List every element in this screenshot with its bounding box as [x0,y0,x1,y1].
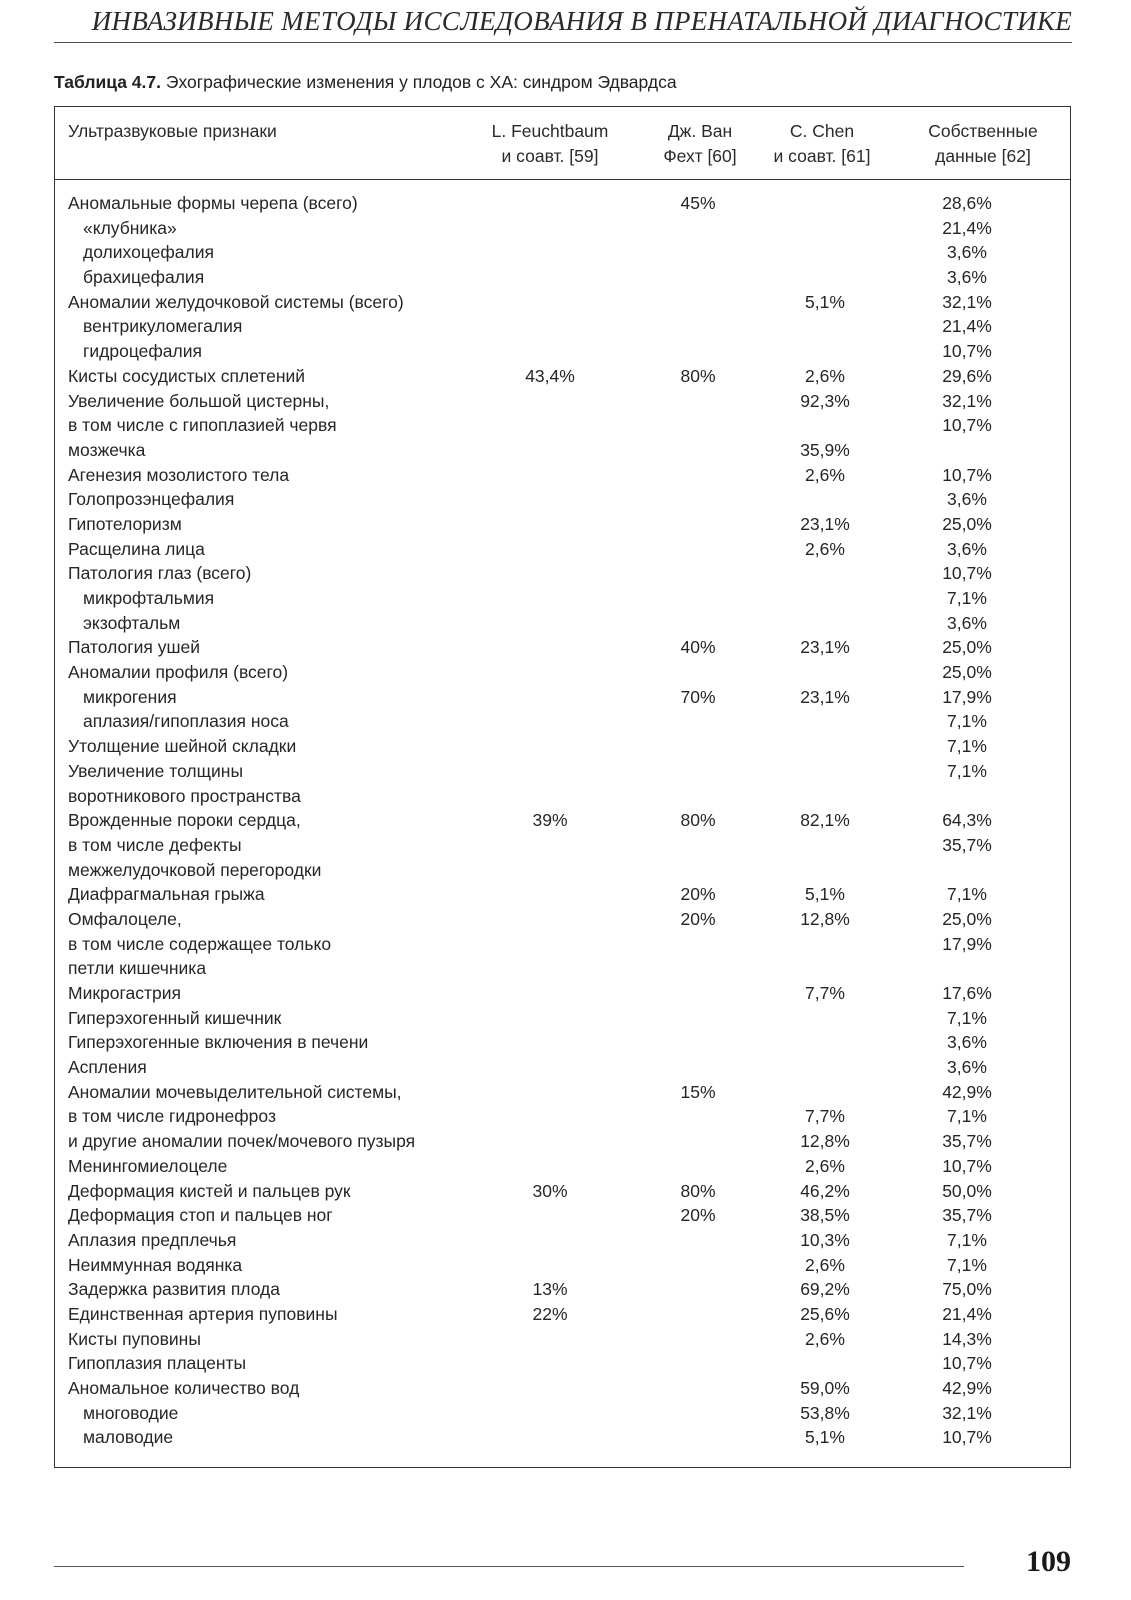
table-row [55,858,1070,883]
cell-own-data: 25,0% [942,637,992,658]
cell-chen: 92,3% [800,390,850,411]
table-row [55,611,1070,636]
page-number: 109 [1026,1545,1071,1578]
table-row [55,685,1070,710]
row-label: вентрикуломегалия [83,316,243,337]
table-caption-text: Эхографические изменения у плодов с ХА: синдром Эдвардса [161,72,677,92]
table-row [55,1203,1070,1228]
cell-own-data: 25,0% [942,662,992,683]
row-label: Расщелина лица [68,538,205,559]
cell-chen: 12,8% [800,1131,850,1152]
row-label: Микрогастрия [68,983,181,1003]
cell-own-data: 7,1% [947,1007,987,1028]
cell-van-fekht: 20% [680,1205,716,1226]
column-header-sign: Ультразвуковые признаки [68,121,277,141]
row-label: Патология глаз (всего) [68,563,252,584]
cell-van-fekht: 20% [680,884,716,905]
table-row [55,784,1070,809]
cell-own-data: 17,9% [942,933,992,954]
table-row [55,1104,1070,1129]
cell-chen: 7,7% [805,983,845,1003]
cell-chen: 35,9% [800,439,850,460]
row-label: Аномалии мочевыделительной системы, [68,1081,402,1102]
cell-van-fekht: 45% [680,193,716,213]
table-row [55,882,1070,907]
table-row [55,635,1070,660]
cell-chen: 2,6% [805,1155,845,1176]
cell-own-data: 3,6% [947,242,987,263]
table-row [55,413,1070,438]
row-label: Омфалоцеле, [68,908,182,929]
cell-chen: 5,1% [805,291,845,312]
table-row [55,339,1070,364]
table-row [55,981,1070,1006]
table-row [55,1351,1070,1376]
cell-own-data: 21,4% [942,217,992,238]
table-row [55,1030,1070,1055]
row-label: в том числе содержащее только [68,933,332,954]
table-row [55,932,1070,957]
cell-own-data: 32,1% [942,390,992,411]
cell-chen: 23,1% [800,637,850,658]
data-table [54,106,1071,1468]
cell-own-data: 3,6% [947,612,987,633]
cell-own-data: 25,0% [942,908,992,929]
table-row [55,512,1070,537]
cell-own-data: 35,7% [942,1205,992,1226]
row-label: долихоцефалия [83,242,214,263]
cell-own-data: 32,1% [942,291,992,312]
row-label: Аномальные формы черепа (всего) [68,193,358,213]
table-row [55,487,1070,512]
table-row [55,1327,1070,1352]
cell-chen: 23,1% [800,513,850,534]
cell-own-data: 75,0% [942,1279,992,1300]
table-row [55,709,1070,734]
table-row [55,1401,1070,1426]
table-caption-label: Таблица 4.7. [54,72,161,92]
table-row [55,364,1070,389]
row-label: Аномальное количество вод [68,1378,300,1398]
cell-own-data: 50,0% [942,1180,992,1201]
row-label: маловодие [83,1427,174,1448]
cell-chen: 2,6% [805,538,845,559]
cell-own-data: 17,9% [942,686,992,707]
table-row [55,463,1070,488]
row-label: «клубника» [83,217,177,238]
cell-own-data: 29,6% [942,365,992,386]
row-label: Увеличение большой цистерны, [68,390,330,411]
cell-chen: 5,1% [805,1427,845,1448]
cell-own-data: 42,9% [942,1081,992,1102]
column-header-chen: C. Chen и соавт. [61] [773,121,871,166]
table-caption [54,72,677,93]
row-label: Гиперэхогенные включения в печени [68,1032,369,1053]
cell-own-data: 7,1% [947,1254,987,1275]
cell-chen: 10,3% [800,1229,850,1250]
row-label: Неиммунная водянка [68,1254,243,1275]
table-row [55,1080,1070,1105]
row-label: Аспления [68,1057,147,1078]
row-label: микрогения [83,686,177,707]
row-label: в том числе гидронефроз [68,1106,276,1127]
cell-chen: 82,1% [800,810,850,831]
row-label: Аплазия предплечья [68,1229,237,1250]
cell-own-data: 7,1% [947,884,987,905]
row-label: аплазия/гипоплазия носа [83,711,289,732]
row-label: Голопрозэнцефалия [68,489,235,510]
row-label: воротникового пространства [68,785,301,806]
table-row [55,561,1070,586]
table-row [55,833,1070,858]
cell-own-data: 17,6% [942,983,992,1003]
cell-chen: 2,6% [805,365,845,386]
row-label: межжелудочковой перегородки [68,859,322,880]
row-label: в том числе с гипоплазией червя [68,415,337,436]
table-header [55,107,1070,180]
table-row [55,1129,1070,1154]
cell-own-data: 10,7% [942,1427,992,1448]
column-header-feuchtbaum: L. Feuchtbaum и соавт. [59] [491,121,609,166]
row-label: микрофтальмия [83,588,215,608]
table-row [55,1302,1070,1327]
row-label: многоводие [83,1402,179,1423]
table-row [55,1376,1070,1401]
cell-own-data: 10,7% [942,1353,992,1374]
row-label: Патология ушей [68,637,201,658]
table-row [55,808,1070,833]
table-row [55,314,1070,339]
table-row [55,907,1070,932]
cell-feuchtbaum: 13% [532,1279,568,1300]
cell-own-data: 64,3% [942,810,992,831]
table-row [55,1006,1070,1031]
footer-rule [54,1566,964,1567]
table-body [55,191,1070,1450]
cell-chen: 2,6% [805,464,845,485]
cell-own-data: 7,1% [947,588,987,608]
row-label: петли кишечника [68,958,207,979]
row-label: Диафрагмальная грыжа [68,884,265,905]
cell-own-data: 10,7% [942,341,992,362]
table-row [55,734,1070,759]
row-label: в том числе дефекты [68,834,242,855]
cell-own-data: 3,6% [947,538,987,559]
cell-own-data: 25,0% [942,513,992,534]
cell-own-data: 21,4% [942,1303,992,1324]
cell-feuchtbaum: 43,4% [525,365,575,386]
row-label: Агенезия мозолистого тела [68,464,290,485]
row-label: Менингомиелоцеле [68,1155,228,1176]
cell-van-fekht: 80% [680,1180,716,1201]
row-label: и другие аномалии почек/мочевого пузыря [68,1131,416,1152]
table-row [55,1055,1070,1080]
cell-chen: 12,8% [800,908,850,929]
table-row [55,1154,1070,1179]
cell-own-data: 7,1% [947,711,987,732]
row-label: Кисты пуповины [68,1328,201,1349]
cell-own-data: 10,7% [942,415,992,436]
row-label: Гипотелоризм [68,513,182,534]
table-row [55,1253,1070,1278]
cell-own-data: 7,1% [947,760,987,781]
cell-chen: 69,2% [800,1279,850,1300]
table-row [55,759,1070,784]
cell-own-data: 3,6% [947,489,987,510]
row-label: Врожденные пороки сердца, [68,810,301,831]
table-row [55,1228,1070,1253]
cell-own-data: 14,3% [942,1328,992,1349]
row-label: Аномалии профиля (всего) [68,662,289,683]
cell-chen: 2,6% [805,1254,845,1275]
table-row [55,1179,1070,1204]
row-label: Гипоплазия плаценты [68,1353,247,1374]
row-label: Задержка развития плода [68,1279,280,1300]
cell-own-data: 42,9% [942,1378,992,1398]
cell-own-data: 21,4% [942,316,992,337]
table-row [55,216,1070,241]
table-row [55,1277,1070,1302]
cell-own-data: 7,1% [947,1229,987,1250]
row-label: Утолщение шейной складки [68,736,297,757]
cell-chen: 38,5% [800,1205,850,1226]
table-row [55,956,1070,981]
table-row [55,265,1070,290]
cell-van-fekht: 20% [680,908,716,929]
row-label: Кисты сосудистых сплетений [68,365,306,386]
cell-own-data: 10,7% [942,1155,992,1176]
column-header-van-fekht: Дж. Ван Фехт [60] [663,121,737,166]
table-row [55,389,1070,414]
cell-own-data: 10,7% [942,563,992,584]
cell-chen: 46,2% [800,1180,850,1201]
cell-own-data: 28,6% [942,193,992,213]
cell-chen: 25,6% [800,1303,850,1324]
cell-own-data: 3,6% [947,1032,987,1053]
cell-feuchtbaum: 30% [532,1180,568,1201]
cell-own-data: 10,7% [942,464,992,485]
row-label: Деформация стоп и пальцев ног [68,1205,333,1226]
cell-van-fekht: 15% [680,1081,716,1102]
row-label: мозжечка [68,439,146,460]
table-row [55,290,1070,315]
cell-own-data: 35,7% [942,1131,992,1152]
table-row [55,586,1070,611]
cell-own-data: 3,6% [947,1057,987,1078]
cell-own-data: 32,1% [942,1402,992,1423]
row-label: Деформация кистей и пальцев рук [68,1180,351,1201]
header-rule [54,42,1072,43]
table-row [55,1425,1070,1450]
cell-own-data: 3,6% [947,267,987,288]
cell-own-data: 7,1% [947,736,987,757]
cell-feuchtbaum: 22% [532,1303,568,1324]
cell-chen: 5,1% [805,884,845,905]
table-row [55,240,1070,265]
cell-van-fekht: 40% [680,637,716,658]
cell-chen: 53,8% [800,1402,850,1423]
cell-chen: 2,6% [805,1328,845,1349]
table-row [55,660,1070,685]
cell-own-data: 7,1% [947,1106,987,1127]
row-label: Увеличение толщины [68,760,244,781]
column-header-own-data: Собственные данные [62] [928,121,1038,166]
row-label: гидроцефалия [83,341,202,362]
cell-own-data: 35,7% [942,834,992,855]
cell-feuchtbaum: 39% [532,810,568,831]
row-label: брахицефалия [83,267,205,288]
cell-chen: 7,7% [805,1106,845,1127]
running-head: ИНВАЗИВНЫЕ МЕТОДЫ ИССЛЕДОВАНИЯ В ПРЕНАТАЛЬНОЙ ДИАГНОСТИКЕ [91,6,1072,36]
row-label: экзофтальм [83,612,181,633]
row-label: Гиперэхогенный кишечник [68,1007,282,1028]
cell-van-fekht: 80% [680,365,716,386]
row-label: Аномалии желудочковой системы (всего) [68,291,404,312]
cell-van-fekht: 80% [680,810,716,831]
table-row [55,537,1070,562]
cell-chen: 23,1% [800,686,850,707]
table-row [55,438,1070,463]
row-label: Единственная артерия пуповины [68,1303,338,1324]
table-row [55,191,1070,216]
cell-chen: 59,0% [800,1378,850,1398]
cell-van-fekht: 70% [680,686,716,707]
